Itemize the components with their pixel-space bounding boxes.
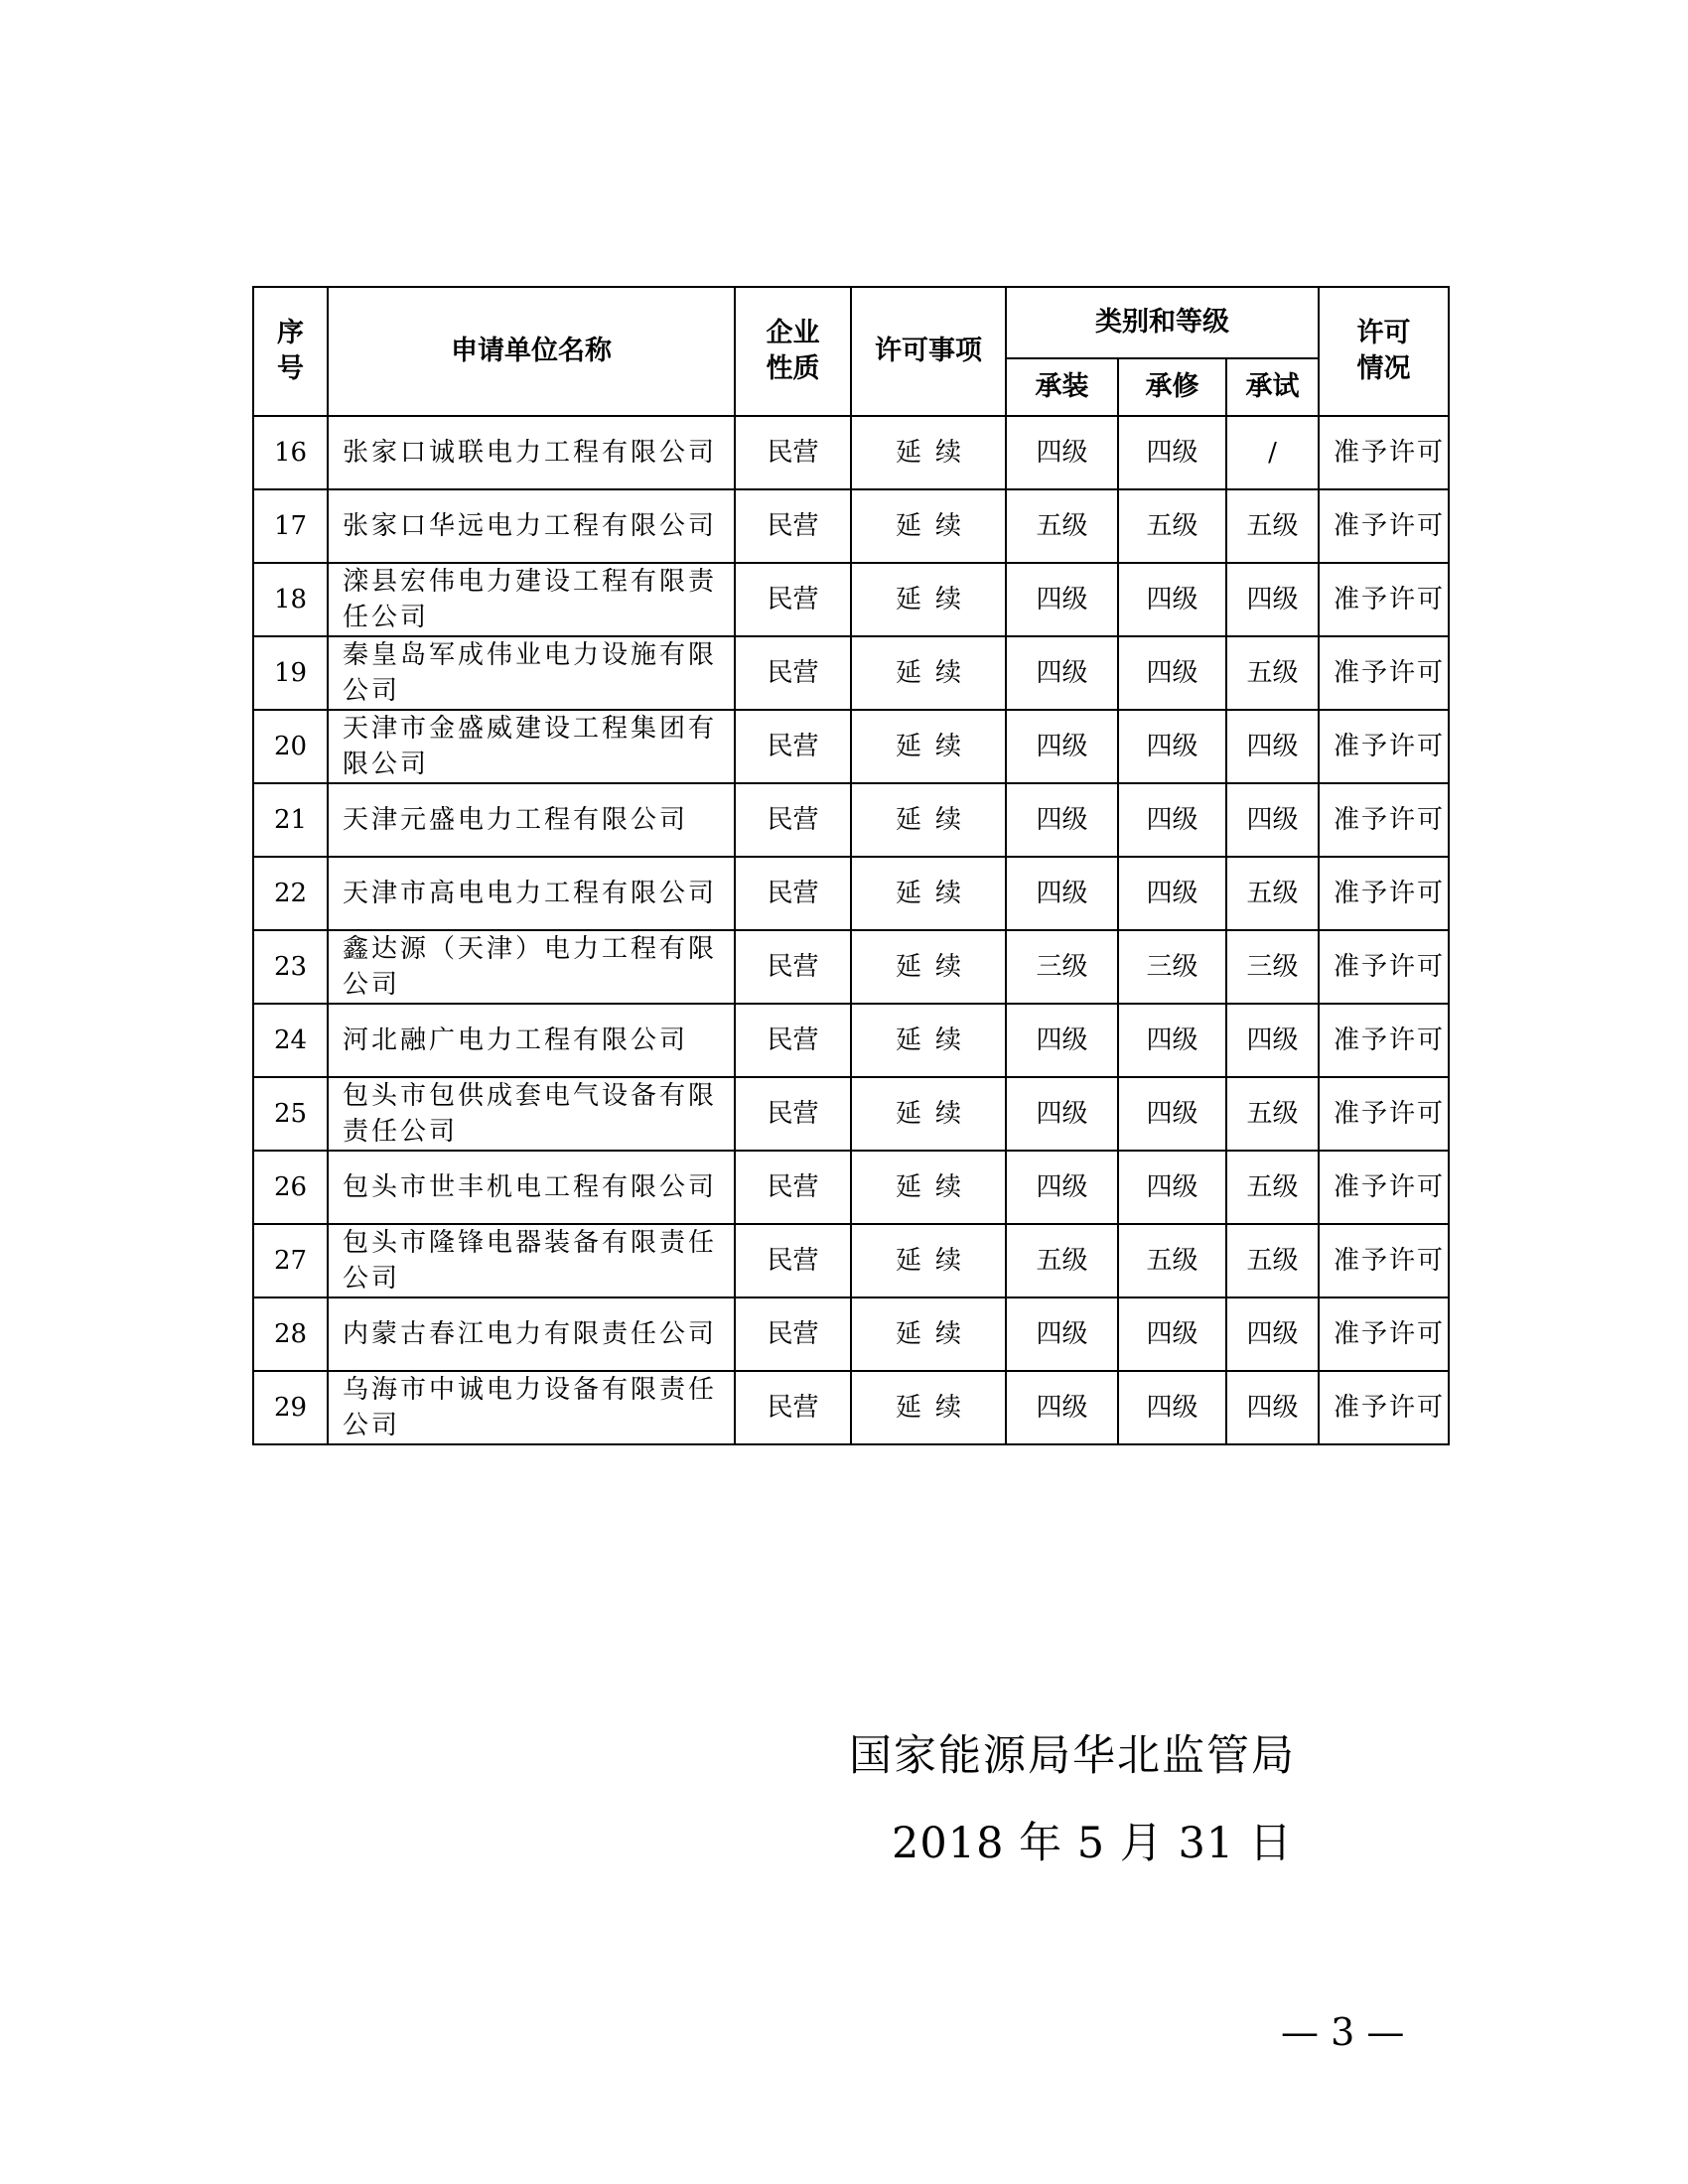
cell-nature: 民营 <box>735 710 851 783</box>
cell-seq: 28 <box>253 1297 328 1371</box>
cell-test-grade: 五级 <box>1226 1077 1319 1151</box>
table-row <box>253 710 1449 783</box>
cell-license-item: 延续 <box>851 1371 1006 1444</box>
header-item: 许可事项 <box>851 287 1006 416</box>
cell-company-name: 内蒙古春江电力有限责任公司 <box>328 1297 735 1371</box>
cell-test-grade: 四级 <box>1226 710 1319 783</box>
cell-nature: 民营 <box>735 1151 851 1224</box>
cell-seq: 16 <box>253 416 328 489</box>
table-row <box>253 489 1449 563</box>
cell-repair-grade: 四级 <box>1118 783 1226 857</box>
cell-install-grade: 四级 <box>1006 636 1118 710</box>
cell-repair-grade: 五级 <box>1118 489 1226 563</box>
header-seq: 序 号 <box>253 287 328 416</box>
table-row <box>253 1077 1449 1151</box>
table-header <box>253 287 1449 416</box>
table-row <box>253 783 1449 857</box>
cell-seq: 21 <box>253 783 328 857</box>
cell-test-grade: 四级 <box>1226 783 1319 857</box>
cell-install-grade: 四级 <box>1006 1077 1118 1151</box>
cell-license-status: 准予许可 <box>1319 1004 1449 1077</box>
header-test: 承试 <box>1226 358 1319 416</box>
cell-seq: 23 <box>253 930 328 1004</box>
cell-repair-grade: 四级 <box>1118 1371 1226 1444</box>
cell-seq: 17 <box>253 489 328 563</box>
cell-license-status: 准予许可 <box>1319 489 1449 563</box>
cell-license-item: 延续 <box>851 857 1006 930</box>
table-row <box>253 636 1449 710</box>
cell-company-name: 天津元盛电力工程有限公司 <box>328 783 735 857</box>
cell-company-name: 秦皇岛军成伟业电力设施有限公司 <box>328 636 735 710</box>
cell-seq: 25 <box>253 1077 328 1151</box>
cell-install-grade: 三级 <box>1006 930 1118 1004</box>
cell-repair-grade: 三级 <box>1118 930 1226 1004</box>
cell-nature: 民营 <box>735 416 851 489</box>
cell-install-grade: 四级 <box>1006 857 1118 930</box>
cell-repair-grade: 四级 <box>1118 1004 1226 1077</box>
cell-license-item: 延续 <box>851 1297 1006 1371</box>
cell-install-grade: 四级 <box>1006 1297 1118 1371</box>
header-repair: 承修 <box>1118 358 1226 416</box>
issuing-authority: 国家能源局华北监管局 <box>849 1731 1296 1781</box>
header-install: 承装 <box>1006 358 1118 416</box>
cell-license-item: 延续 <box>851 489 1006 563</box>
cell-nature: 民营 <box>735 930 851 1004</box>
cell-seq: 27 <box>253 1224 328 1297</box>
cell-company-name: 包头市隆锋电器装备有限责任公司 <box>328 1224 735 1297</box>
cell-seq: 24 <box>253 1004 328 1077</box>
cell-repair-grade: 四级 <box>1118 1297 1226 1371</box>
table-row <box>253 416 1449 489</box>
cell-repair-grade: 五级 <box>1118 1224 1226 1297</box>
cell-company-name: 乌海市中诚电力设备有限责任公司 <box>328 1371 735 1444</box>
cell-nature: 民营 <box>735 489 851 563</box>
table-row <box>253 1151 1449 1224</box>
table-row <box>253 857 1449 930</box>
cell-install-grade: 四级 <box>1006 710 1118 783</box>
cell-install-grade: 四级 <box>1006 563 1118 636</box>
header-category-group: 类别和等级 <box>1006 287 1319 358</box>
table-body <box>253 416 1449 1444</box>
cell-install-grade: 五级 <box>1006 1224 1118 1297</box>
cell-seq: 19 <box>253 636 328 710</box>
cell-seq: 26 <box>253 1151 328 1224</box>
cell-license-item: 延续 <box>851 1004 1006 1077</box>
table-row <box>253 1004 1449 1077</box>
table-row <box>253 1297 1449 1371</box>
cell-company-name: 滦县宏伟电力建设工程有限责任公司 <box>328 563 735 636</box>
cell-company-name: 张家口诚联电力工程有限公司 <box>328 416 735 489</box>
cell-license-item: 延续 <box>851 1224 1006 1297</box>
cell-test-grade: 四级 <box>1226 563 1319 636</box>
cell-repair-grade: 四级 <box>1118 416 1226 489</box>
issue-date: 2018 年 5 月 31 日 <box>892 1819 1293 1868</box>
cell-test-grade: 五级 <box>1226 1151 1319 1224</box>
cell-install-grade: 五级 <box>1006 489 1118 563</box>
cell-license-status: 准予许可 <box>1319 930 1449 1004</box>
cell-license-status: 准予许可 <box>1319 1297 1449 1371</box>
cell-company-name: 鑫达源（天津）电力工程有限公司 <box>328 930 735 1004</box>
cell-repair-grade: 四级 <box>1118 857 1226 930</box>
cell-license-status: 准予许可 <box>1319 1077 1449 1151</box>
cell-seq: 18 <box>253 563 328 636</box>
cell-seq: 22 <box>253 857 328 930</box>
header-nature: 企业 性质 <box>735 287 851 416</box>
cell-test-grade: 四级 <box>1226 1371 1319 1444</box>
cell-repair-grade: 四级 <box>1118 563 1226 636</box>
cell-install-grade: 四级 <box>1006 1151 1118 1224</box>
cell-license-status: 准予许可 <box>1319 857 1449 930</box>
cell-test-grade: / <box>1226 416 1319 489</box>
cell-company-name: 天津市金盛威建设工程集团有限公司 <box>328 710 735 783</box>
page-number: — 3 — <box>1281 2010 1405 2054</box>
cell-nature: 民营 <box>735 1077 851 1151</box>
table-row <box>253 563 1449 636</box>
cell-license-status: 准予许可 <box>1319 416 1449 489</box>
cell-nature: 民营 <box>735 1297 851 1371</box>
cell-test-grade: 五级 <box>1226 1224 1319 1297</box>
cell-license-status: 准予许可 <box>1319 1371 1449 1444</box>
cell-test-grade: 五级 <box>1226 636 1319 710</box>
cell-company-name: 天津市高电电力工程有限公司 <box>328 857 735 930</box>
cell-test-grade: 五级 <box>1226 489 1319 563</box>
cell-license-item: 延续 <box>851 416 1006 489</box>
cell-license-item: 延续 <box>851 1151 1006 1224</box>
cell-license-status: 准予许可 <box>1319 710 1449 783</box>
cell-repair-grade: 四级 <box>1118 636 1226 710</box>
table-row <box>253 1371 1449 1444</box>
table-row <box>253 930 1449 1004</box>
cell-license-status: 准予许可 <box>1319 1151 1449 1224</box>
cell-license-status: 准予许可 <box>1319 783 1449 857</box>
cell-install-grade: 四级 <box>1006 783 1118 857</box>
cell-repair-grade: 四级 <box>1118 1151 1226 1224</box>
cell-company-name: 张家口华远电力工程有限公司 <box>328 489 735 563</box>
cell-license-item: 延续 <box>851 783 1006 857</box>
cell-company-name: 包头市世丰机电工程有限公司 <box>328 1151 735 1224</box>
cell-company-name: 河北融广电力工程有限公司 <box>328 1004 735 1077</box>
cell-seq: 20 <box>253 710 328 783</box>
table-row <box>253 1224 1449 1297</box>
cell-install-grade: 四级 <box>1006 416 1118 489</box>
cell-test-grade: 五级 <box>1226 857 1319 930</box>
header-name: 申请单位名称 <box>328 287 735 416</box>
cell-license-item: 延续 <box>851 563 1006 636</box>
cell-nature: 民营 <box>735 636 851 710</box>
cell-license-status: 准予许可 <box>1319 1224 1449 1297</box>
cell-license-status: 准予许可 <box>1319 563 1449 636</box>
cell-nature: 民营 <box>735 1371 851 1444</box>
cell-test-grade: 四级 <box>1226 1004 1319 1077</box>
cell-install-grade: 四级 <box>1006 1004 1118 1077</box>
cell-license-item: 延续 <box>851 636 1006 710</box>
cell-repair-grade: 四级 <box>1118 1077 1226 1151</box>
cell-license-status: 准予许可 <box>1319 636 1449 710</box>
cell-nature: 民营 <box>735 783 851 857</box>
cell-nature: 民营 <box>735 857 851 930</box>
cell-repair-grade: 四级 <box>1118 710 1226 783</box>
header-status: 许可 情况 <box>1319 287 1449 416</box>
cell-seq: 29 <box>253 1371 328 1444</box>
cell-nature: 民营 <box>735 1004 851 1077</box>
cell-install-grade: 四级 <box>1006 1371 1118 1444</box>
cell-license-item: 延续 <box>851 1077 1006 1151</box>
cell-test-grade: 三级 <box>1226 930 1319 1004</box>
cell-company-name: 包头市包供成套电气设备有限责任公司 <box>328 1077 735 1151</box>
cell-nature: 民营 <box>735 563 851 636</box>
license-table <box>252 286 1450 1445</box>
cell-license-item: 延续 <box>851 710 1006 783</box>
cell-test-grade: 四级 <box>1226 1297 1319 1371</box>
cell-nature: 民营 <box>735 1224 851 1297</box>
cell-license-item: 延续 <box>851 930 1006 1004</box>
